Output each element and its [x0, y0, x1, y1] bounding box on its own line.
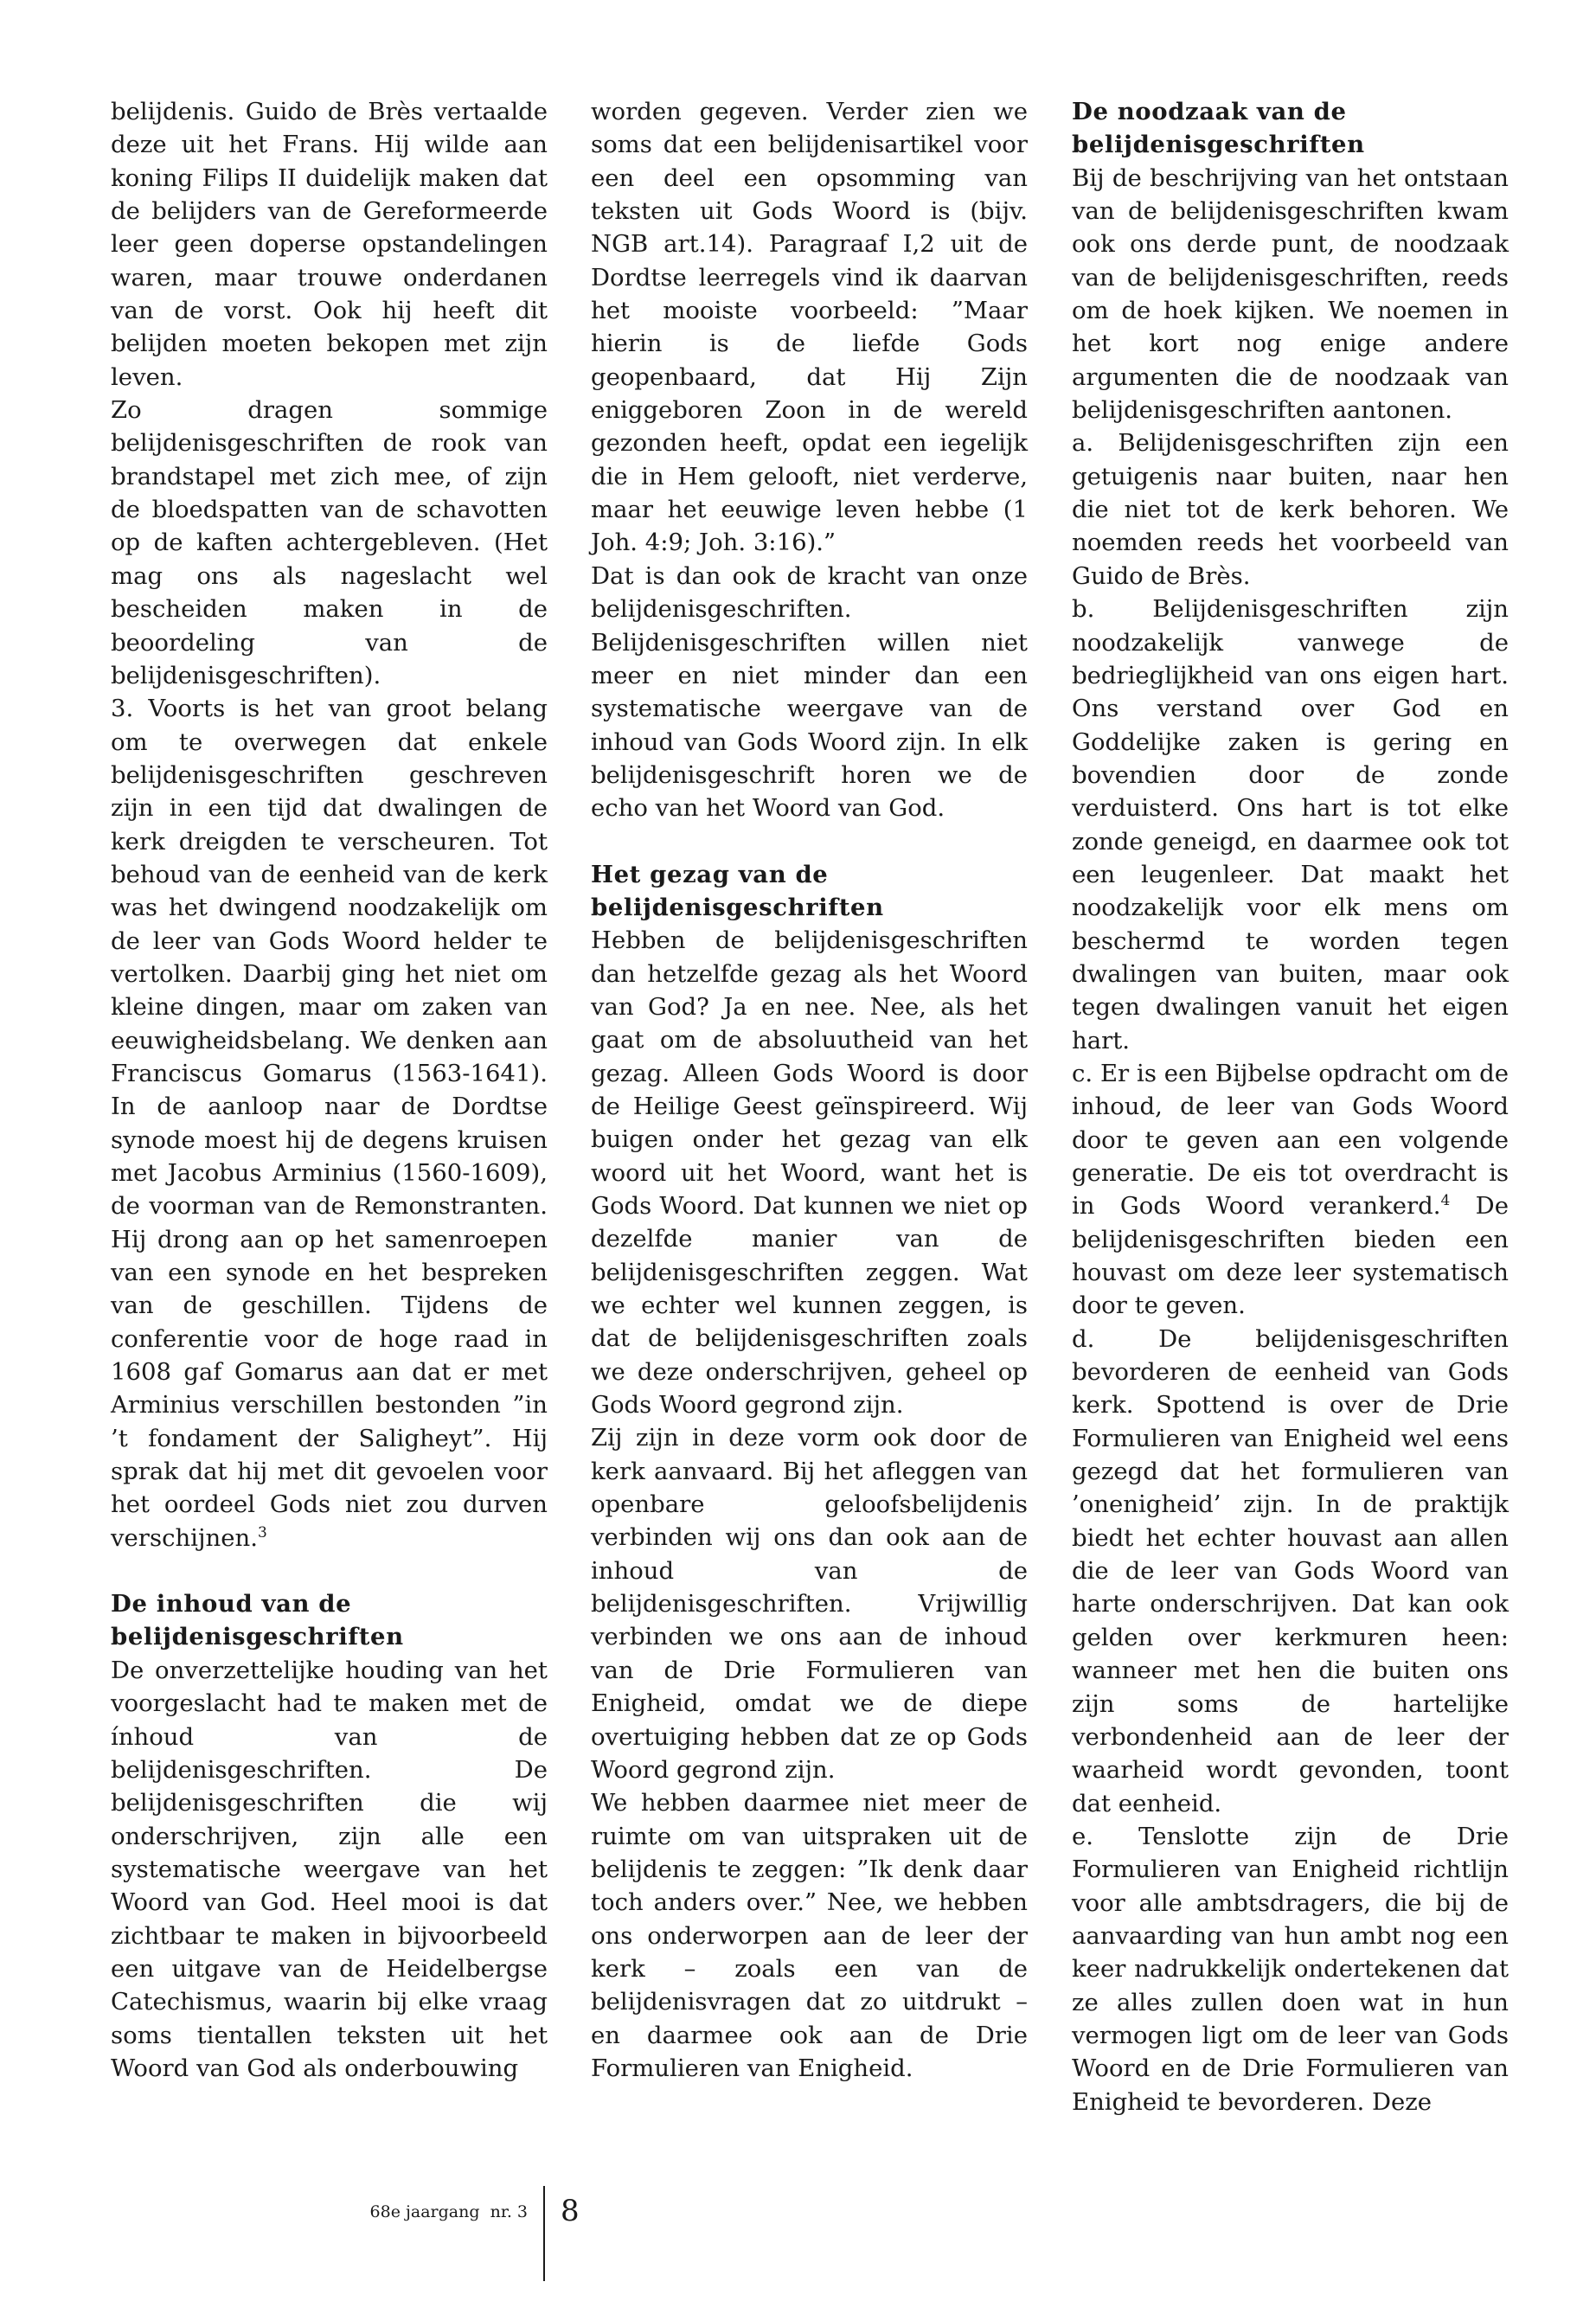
page-number: 8: [561, 2194, 580, 2228]
paragraph-text: 3. Voorts is het van groot belang om te overwegen dat enkele belijdenisgeschriften geschreven zijn in een tijd dat dwalingen de kerk dreigden te verscheuren. Tot behoud van de eenheid van de kerk was het dwingend noodzakelijk om de leer van Gods Woord helder te vertolken. Daarbij ging het niet om kleine dingen, maar om zaken van eeuwigheidsbelang. We denken aan Franciscus Gomarus (1563-1641). In de aanloop naar de Dordtse synode moest hij de degens kruisen met Jacobus Arminius (1560-1609), de voorman van de Remonstranten. Hij drong aan op het samenroepen van een synode en het bespreken van de geschillen. Tijdens de conferentie voor de hoge raad in 1608 gaf Gomarus aan dat er met Arminius verschillen bestonden ”in ’t fondament der Saligheyt”. Hij sprak dat hij met dit gevoelen voor het oordeel Gods niet zou durven verschijnen.: [111, 695, 548, 1552]
paragraph-text: De belijdenisgeschriften bieden een houvast om deze leer systematisch door te geven.: [1072, 1192, 1509, 1320]
footnote-ref: 3: [257, 1523, 267, 1541]
paragraph: We hebben daarmee niet meer de ruimte om van uitspraken uit de belijdenis te zeggen: ”Ik denk daar toch anders over.” Nee, we hebben ons onderworpen aan de leer der kerk – zoals een van de belijdenisvragen dat zo uitdrukt – en daarmee ook aan de Drie Formulieren van Enigheid.: [591, 1789, 1028, 2082]
paragraph: worden gegeven. Verder zien we soms dat een belijdenisartikel voor een deel een opsomming van teksten uit Gods Woord is (bijv. NGB art.14). Paragraaf I,2 uit de Dordtse leerregels vind ik daarvan het mooiste voorbeeld: ”Maar hierin is de liefde Gods geopenbaard, dat Hij Zijn eniggeboren Zoon in de wereld gezonden heeft, opdat een iegelijk die in Hem gelooft, niet verderve, maar het eeuwige leven hebbe (1 Joh. 4:9; Joh. 3:16).”: [591, 98, 1028, 557]
footer-divider: [543, 2186, 545, 2281]
paragraph: d. De belijdenisgeschriften bevorderen de eenheid van Gods kerk. Spottend is over de Drie Formulieren van Enigheid wel eens gezegd dat het formulieren van ’onenigheid’ zijn. In de praktijk biedt het echter houvast aan allen die de leer van Gods Woord van harte onderschrijven. Dat kan ook gelden over kerkmuren heen: wanneer met hen die buiten ons zijn soms de hartelijke verbondenheid aan de leer der waarheid wordt gevonden, toont dat eenheid.: [1072, 1324, 1509, 1817]
paragraph: Zij zijn in deze vorm ook door de kerk aanvaard. Bij het afleggen van openbare geloofsbelijdenis verbinden wij ons dan ook aan de inhoud van de belijdenisgeschriften. Vrijwillig verbinden we ons aan de inhoud van de Drie Formulieren van Enigheid, omdat we de diepe overtuiging hebben dat ze op Gods Woord gegrond zijn.: [591, 1424, 1028, 1784]
section-heading: De inhoud van de belijdenisgeschriften: [111, 1590, 404, 1651]
section-heading: De noodzaak van de belijdenisgeschriften: [1072, 98, 1365, 159]
paragraph: a. Belijdenisgeschriften zijn een getuigenis naar buiten, naar hen die niet tot de kerk behoren. We noemden reeds het voorbeeld van Guido de Brès.: [1072, 429, 1509, 590]
paragraph: belijdenis. Guido de Brès vertaalde deze uit het Frans. Hij wilde aan koning Filips II duidelijk maken dat de belijders van de Gereformeerde leer geen doperse opstandelingen waren, maar trouwe onderdanen van de vorst. Ook hij heeft dit belijden moeten bekopen met zijn leven.: [111, 98, 548, 391]
paragraph: Zo dragen sommige belijdenisgeschriften de rook van brandstapel met zich mee, of zijn de bloedspatten van de schavotten op de kaften achtergebleven. (Het mag ons als nageslacht wel bescheiden maken in de beoordeling van de belijdenisgeschriften).: [111, 396, 548, 689]
paragraph: e. Tenslotte zijn de Drie Formulieren van Enigheid richtlijn voor alle ambtsdragers, die bij de aanvaarding van hun ambt nog een keer nadrukkelijk ondertekenen dat ze alles zullen doen wat in hun vermogen ligt om de leer van Gods Woord en de Drie Formulieren van Enigheid te bevorderen. Deze: [1072, 1822, 1509, 2116]
paragraph: b. Belijdenisgeschriften zijn noodzakelijk vanwege de bedrieglijkheid van ons eigen hart. Ons verstand over God en Goddelijke zaken is gering en bovendien door de zonde verduisterd. Ons hart is tot elke zonde geneigd, en daarmee ook tot een leugenleer. Dat maakt het noodzakelijk voor elk mens om beschermd te worden tegen dwalingen van buiten, maar ook tegen dwalingen vanuit het eigen hart.: [1072, 595, 1509, 1054]
paragraph: Hebben de belijdenisgeschriften dan hetzelfde gezag als het Woord van God? Ja en nee. Nee, als het gaat om de absoluutheid van het gezag. Alleen Gods Woord is door de Heilige Geest geïnspireerd. Wij buigen onder het gezag van elk woord uit het Woord, want het is Gods Woord. Dat kunnen we niet op dezelfde manier van de belijdenisgeschriften zeggen. Wat we echter wel kunnen zeggen, is dat de belijdenisgeschriften zoals we deze onderschrijven, geheel op Gods Woord gegrond zijn.: [591, 926, 1028, 1420]
column-2: [591, 95, 1028, 2085]
journal-issue: 68e jaargang nr. 3: [369, 2202, 528, 2221]
spacer: [591, 825, 1028, 858]
spacer: [111, 1554, 548, 1587]
paragraph: Dat is dan ook de kracht van onze belijdenisgeschriften. Belijdenisgeschriften willen niet meer en niet minder dan een systematische weergave van de inhoud van Gods Woord zijn. In elk belijdenisgeschrift horen we de echo van het Woord van God.: [591, 561, 1028, 823]
paragraph: Bij de beschrijving van het ontstaan van de belijdenisgeschriften kwam ook ons derde punt, de noodzaak van de belijdenisgeschriften, reeds om de hoek kijken. We noemen in het kort nog enige andere argumenten die de noodzaak van belijdenisgeschriften aantonen.: [1072, 163, 1509, 425]
paragraph: De onverzettelijke houding van het voorgeslacht had te maken met de ínhoud van de belijdenisgeschriften. De belijdenisgeschriften die wij onderschrijven, zijn alle een systematische weergave van het Woord van God. Heel mooi is dat zichtbaar te maken in bijvoorbeeld een uitgave van de Heidelbergse Catechismus, waarin bij elke vraag soms tientallen teksten uit het Woord van God als onderbouwing: [111, 1656, 548, 2082]
paragraph-text: c. Er is een Bijbelse opdracht om de inhoud, de leer van Gods Woord door te geven aan een volgende generatie. De eis tot overdracht is in Gods Woord verankerd.: [1072, 1059, 1509, 1221]
paragraph: [1072, 1057, 1509, 1323]
footnote-ref: 4: [1440, 1192, 1451, 1210]
column-1: [111, 95, 548, 2085]
paragraph: [111, 692, 548, 1554]
section-heading: Het gezag van de belijdenisgeschriften: [591, 860, 884, 921]
column-3: [1072, 95, 1509, 2118]
